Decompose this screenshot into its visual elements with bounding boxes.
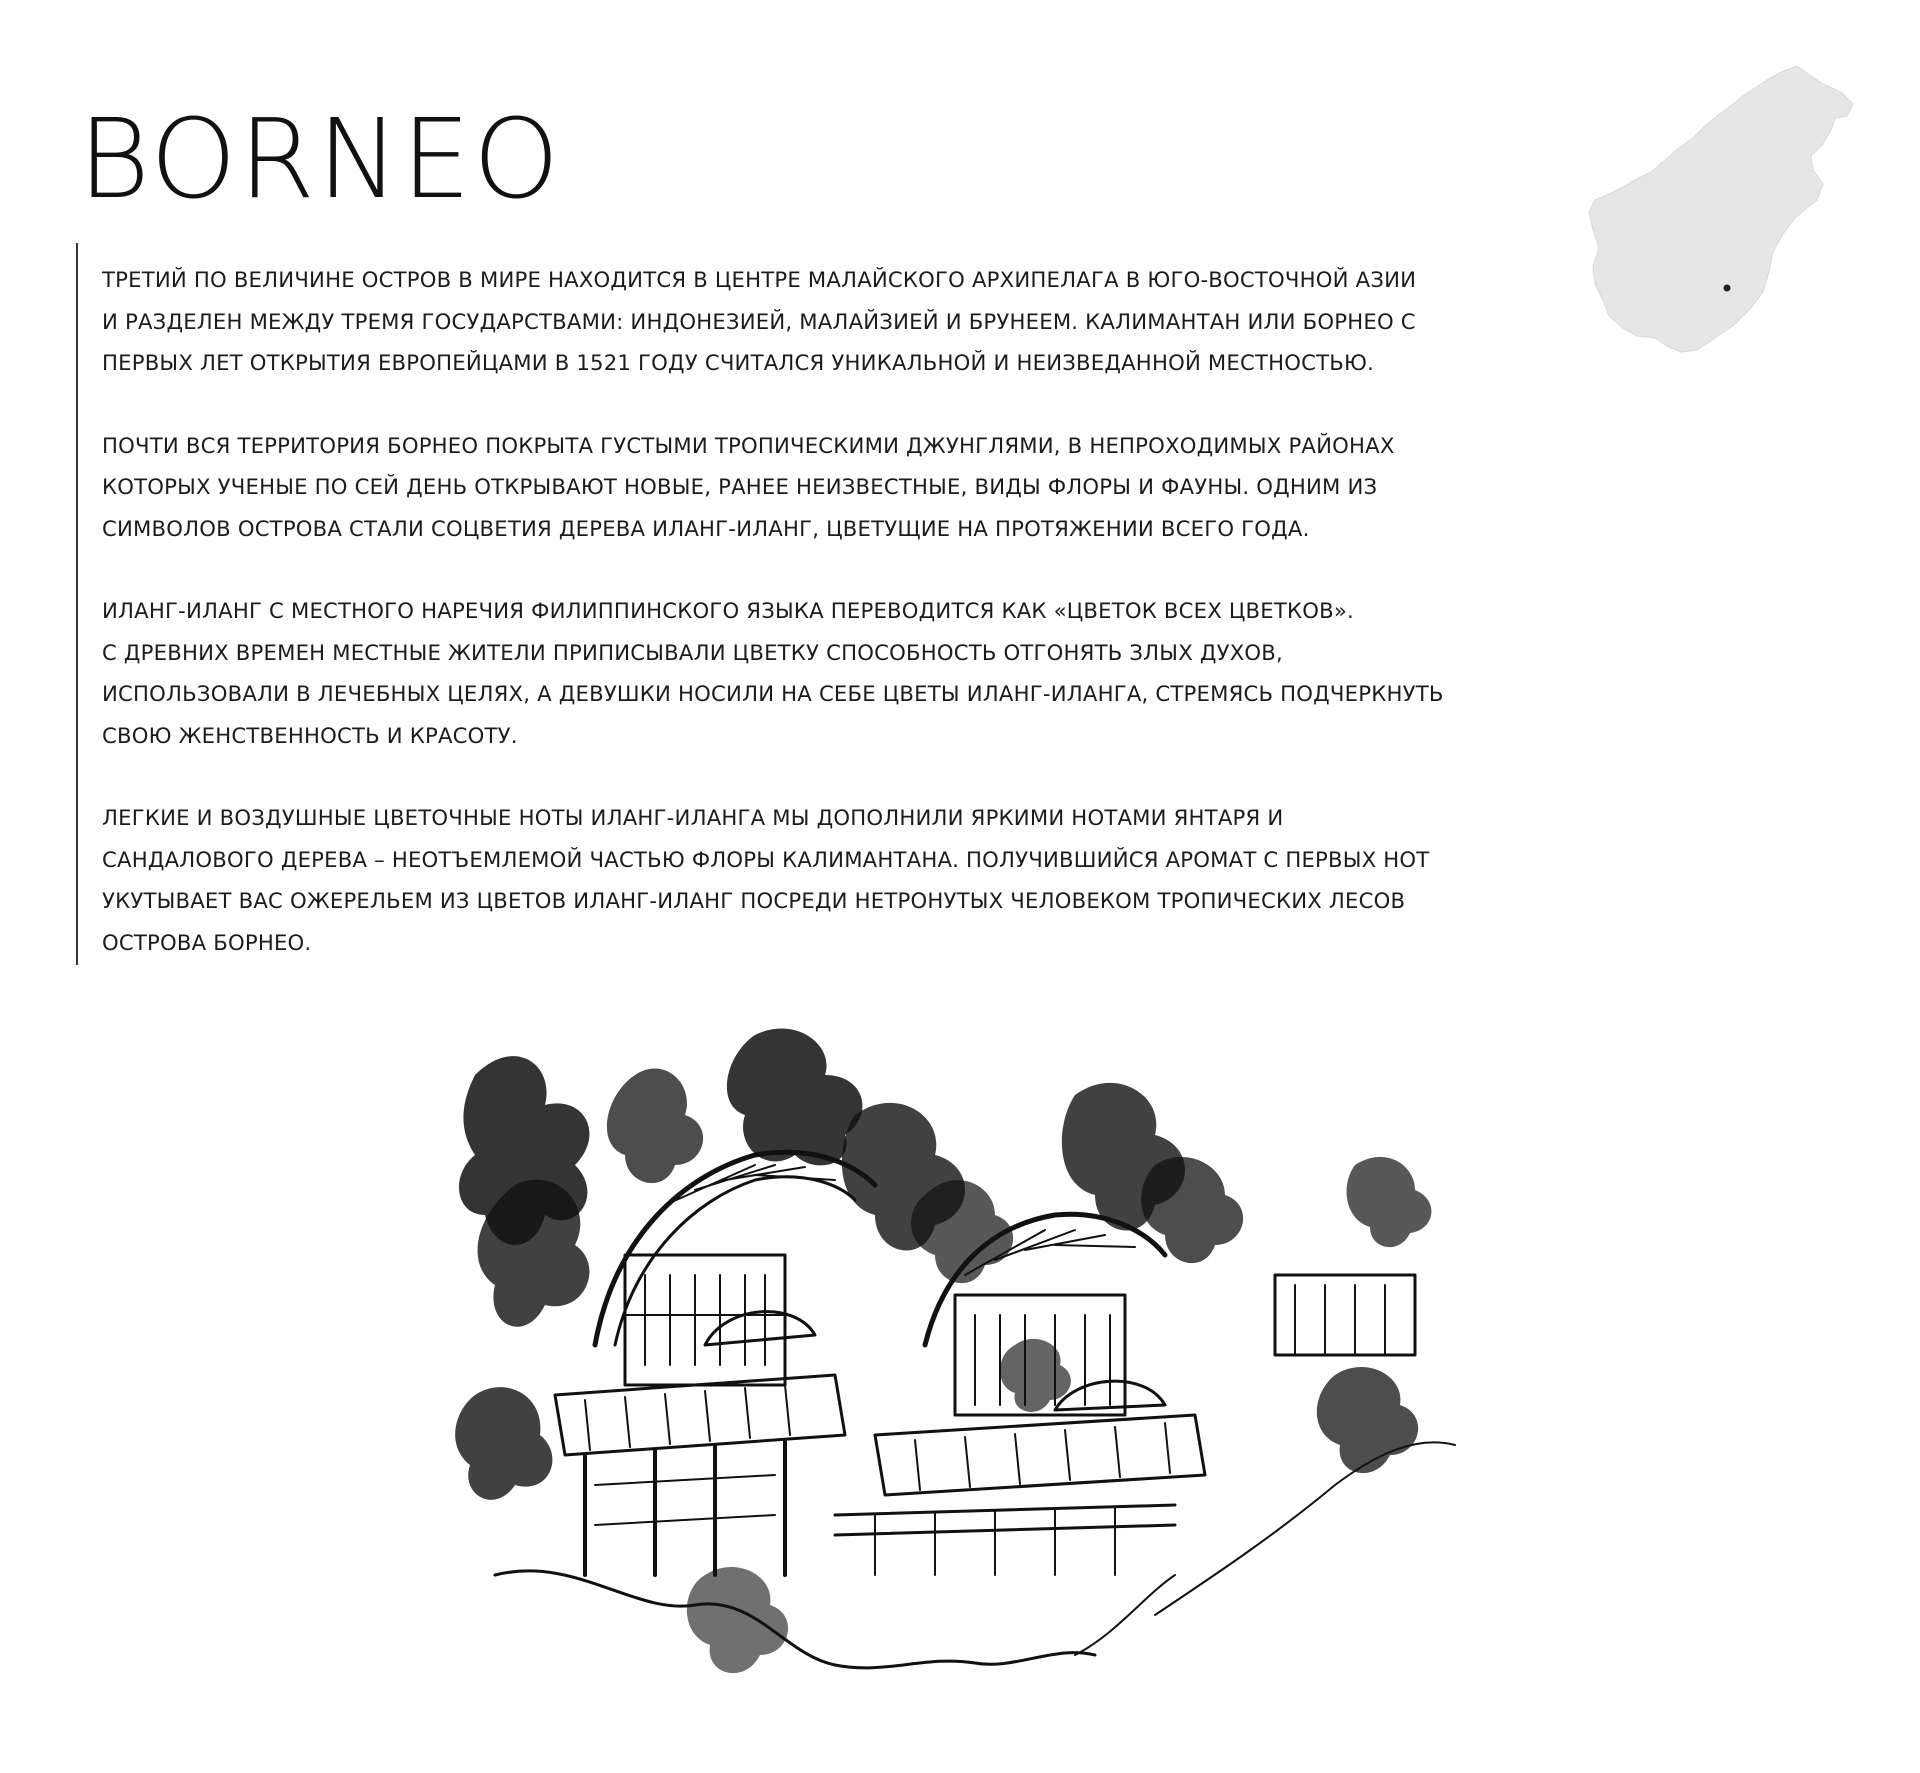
- paragraph-intro: ТРЕТИЙ ПО ВЕЛИЧИНЕ ОСТРОВ В МИРЕ НАХОДИТСЯ В ЦЕНТРЕ МАЛАЙСКОГО АРХИПЕЛАГА В ЮГО-ВОСТОЧНОЙ АЗИИ И РАЗДЕЛЕН МЕЖДУ ТРЕМЯ ГОСУДАРСТВАМИ: ИНДОНЕЗИЕЙ, МАЛАЙЗИЕЙ И БРУНЕЕМ. КАЛИМАНТАН ИЛИ БОРНЕО С ПЕРВЫХ ЛЕТ ОТКРЫТИЯ ЕВРОПЕЙЦАМИ В 1521 ГОДУ СЧИТАЛСЯ УНИКАЛЬНОЙ И НЕИЗВЕДАННОЙ МЕСТНОСТЬЮ.: [102, 267, 1417, 375]
- paragraph-ylang-ylang: ИЛАНГ-ИЛАНГ С МЕСТНОГО НАРЕЧИЯ ФИЛИППИНСКОГО ЯЗЫКА ПЕРЕВОДИТСЯ КАК «ЦВЕТОК ВСЕХ ЦВЕТКОВ». С ДРЕВНИХ ВРЕМЕН МЕСТНЫЕ ЖИТЕЛИ ПРИПИСЫВАЛИ ЦВЕТКУ СПОСОБНОСТЬ ОТГОНЯТЬ ЗЛЫХ ДУХОВ, ИСПОЛЬЗОВАЛИ В ЛЕЧЕБНЫХ ЦЕЛЯХ, А ДЕВУШКИ НОСИЛИ НА СЕБЕ ЦВЕТЫ ИЛАНГ-ИЛАНГА, СТРЕМЯСЬ ПОДЧЕРКНУТЬ СВОЮ ЖЕНСТВЕННОСТЬ И КРАСОТУ.: [102, 598, 1444, 748]
- page-title: BORNEO: [78, 95, 562, 223]
- paragraph-jungle: ПОЧТИ ВСЯ ТЕРРИТОРИЯ БОРНЕО ПОКРЫТА ГУСТЫМИ ТРОПИЧЕСКИМИ ДЖУНГЛЯМИ, В НЕПРОХОДИМЫХ РАЙОНАХ КОТОРЫХ УЧЕНЫЕ ПО СЕЙ ДЕНЬ ОТКРЫВАЮТ НОВЫЕ, РАНЕЕ НЕИЗВЕСТНЫЕ, ВИДЫ ФЛОРЫ И ФАУНЫ. ОДНИМ ИЗ СИМВОЛОВ ОСТРОВА СТАЛИ СОЦВЕТИЯ ДЕРЕВА ИЛАНГ-ИЛАНГ, ЦВЕТУЩИЕ НА ПРОТЯЖЕНИИ ВСЕГО ГОДА.: [102, 432, 1395, 541]
- borneo-map: [1585, 62, 1865, 362]
- description-block: [76, 243, 1596, 965]
- borneo-island-shape: [1589, 66, 1853, 352]
- paragraph-fragrance: ЛЕГКИЕ И ВОЗДУШНЫЕ ЦВЕТОЧНЫЕ НОТЫ ИЛАНГ-ИЛАНГА МЫ ДОПОЛНИЛИ ЯРКИМИ НОТАМИ ЯНТАРЯ И САНДАЛОВОГО ДЕРЕВА – НЕОТЪЕМЛЕМОЙ ЧАСТЬЮ ФЛОРЫ КАЛИМАНТАНА. ПОЛУЧИВШИЙСЯ АРОМАТ С ПЕРВЫХ НОТ УКУТЫВАЕТ ВАС ОЖЕРЕЛЬЕМ ИЗ ЦВЕТОВ ИЛАНГ-ИЛАНГ ПОСРЕДИ НЕТРОНУТЫХ ЧЕЛОВЕКОМ ТРОПИЧЕСКИХ ЛЕСОВ ОСТРОВА БОРНЕО.: [102, 805, 1430, 955]
- jungle-house-illustration: [455, 1015, 1485, 1695]
- location-marker: [1724, 285, 1731, 292]
- description-paragraphs: [102, 259, 1602, 963]
